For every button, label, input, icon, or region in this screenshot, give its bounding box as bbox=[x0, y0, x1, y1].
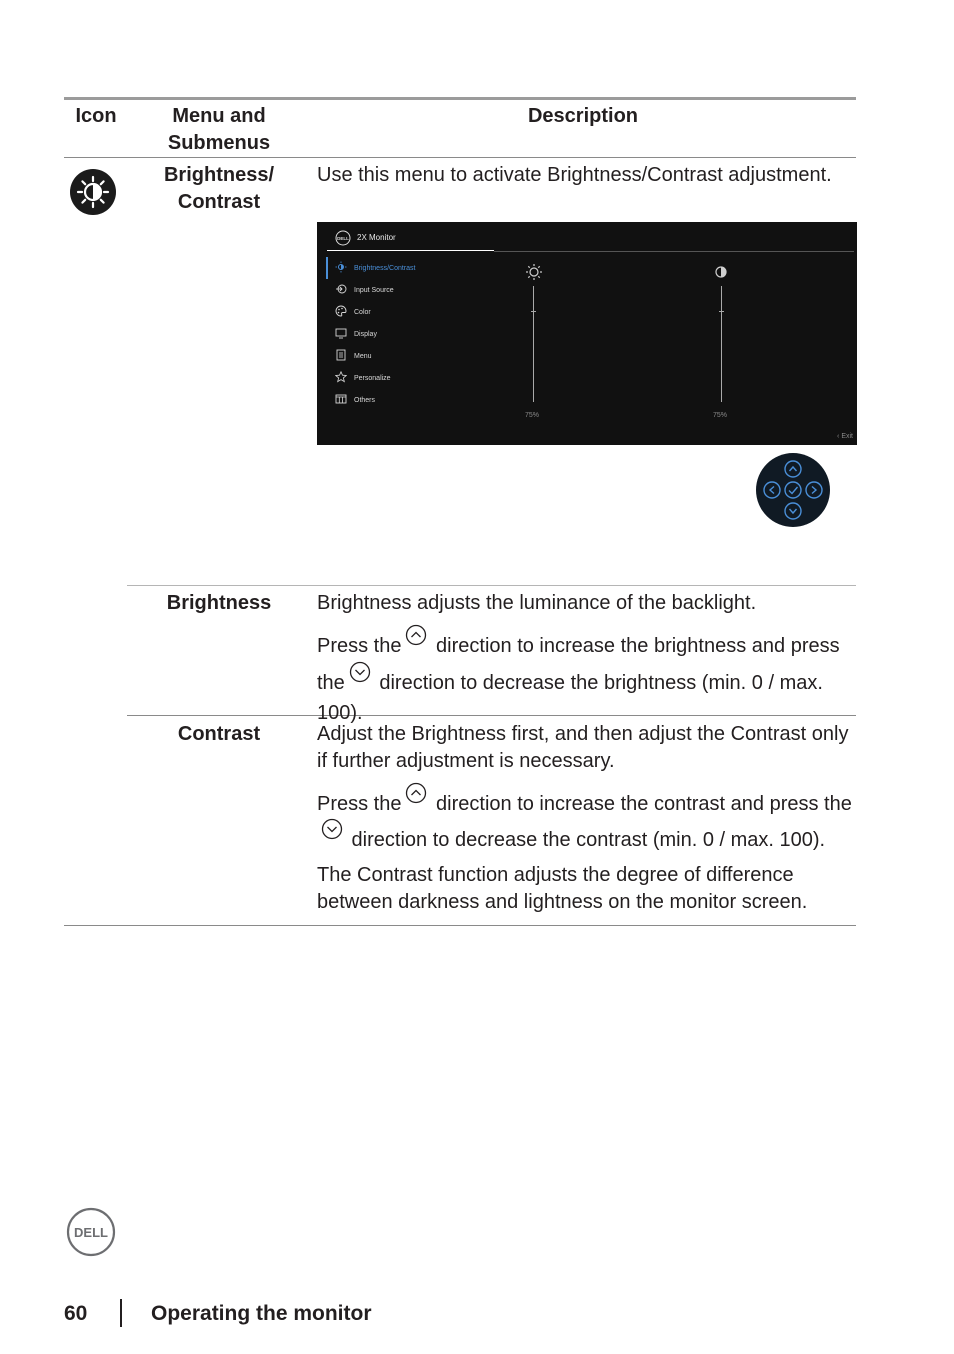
osd-screenshot bbox=[317, 222, 857, 445]
table-header-rule bbox=[64, 157, 856, 158]
check-icon bbox=[789, 487, 798, 494]
brightness-slider-handle[interactable] bbox=[531, 311, 536, 312]
contrast-slider[interactable] bbox=[721, 286, 722, 402]
others-grid-icon bbox=[335, 393, 347, 405]
sun-icon bbox=[525, 263, 543, 281]
desc-text: Adjust the bbox=[317, 723, 412, 745]
desc-text: Press the bbox=[317, 635, 402, 657]
osd-menu-label: Brightness/Contrast bbox=[354, 265, 416, 272]
desc-text: only if further adjustment is necessary. bbox=[317, 723, 849, 772]
brightness-slider[interactable] bbox=[533, 286, 534, 402]
joystick-down-icon bbox=[349, 661, 371, 683]
brightness-icon bbox=[335, 261, 347, 273]
contrast-value: 75% bbox=[713, 412, 728, 419]
osd-menu-label: Menu bbox=[354, 353, 372, 360]
desc-text: direction to decrease the brightness (min. 0 / max. 100). bbox=[317, 672, 823, 724]
osd-menu-label: Color bbox=[354, 309, 371, 316]
osd-exit-button[interactable] bbox=[837, 433, 853, 440]
osd-title-underline bbox=[327, 250, 494, 251]
joystick-right-icon bbox=[806, 482, 822, 498]
menu-contrast: Contrast bbox=[177, 723, 261, 745]
section-title: Operating the monitor bbox=[151, 1302, 372, 1325]
display-icon bbox=[335, 327, 347, 339]
dell-logo-icon bbox=[66, 1207, 116, 1257]
desc-text: function adjusts the degree of difference between darkness and lightness on the monitor screen. bbox=[317, 864, 808, 913]
menu-label: Brightness/ bbox=[163, 164, 275, 186]
osd-menu-input-source[interactable] bbox=[335, 283, 394, 297]
input-source-icon bbox=[335, 283, 347, 295]
desc-bold-term: Brightness bbox=[317, 592, 412, 614]
joystick-down-icon bbox=[321, 818, 343, 840]
osd-selection-bar bbox=[326, 257, 328, 279]
osd-divider bbox=[494, 251, 854, 252]
joystick-up-icon bbox=[785, 461, 801, 477]
osd-menu-label: Display bbox=[354, 331, 377, 338]
header-description: Description bbox=[527, 105, 639, 127]
contrast-icon bbox=[715, 266, 727, 278]
osd-menu-brightness-contrast[interactable] bbox=[335, 261, 415, 275]
desc-text: direction to decrease the contrast (min. 0 / max. 100). bbox=[346, 829, 826, 851]
footer-separator bbox=[120, 1299, 122, 1327]
desc-text: direction to increase the contrast and press the bbox=[430, 793, 852, 815]
osd-menu-color[interactable] bbox=[335, 305, 371, 319]
desc-bold-term: Contrast bbox=[730, 723, 807, 745]
desc-text: adjustment. bbox=[722, 164, 832, 186]
osd-menu-personalize[interactable] bbox=[335, 371, 391, 385]
osd-menu-menu[interactable] bbox=[335, 349, 372, 363]
joystick-diagram bbox=[756, 453, 830, 527]
chevron-left-icon: ‹ bbox=[837, 433, 842, 440]
chevron-down-icon bbox=[790, 509, 797, 513]
brightness-value: 75% bbox=[525, 412, 540, 419]
chevron-up-icon bbox=[790, 467, 797, 471]
page-number: 60 bbox=[64, 1302, 88, 1325]
chevron-right-icon bbox=[812, 487, 816, 494]
desc-brightness-contrast bbox=[317, 162, 862, 189]
osd-menu-label: Personalize bbox=[354, 375, 391, 382]
chevron-left-icon bbox=[770, 487, 774, 494]
exit-label: Exit bbox=[841, 433, 853, 440]
joystick-up-icon bbox=[405, 624, 427, 646]
osd-menu-others[interactable] bbox=[335, 393, 375, 407]
osd-title: 2X Monitor bbox=[357, 233, 396, 242]
desc-bold-term: Brightness/Contrast bbox=[547, 164, 723, 186]
joystick-up-icon bbox=[405, 782, 427, 804]
table-bottom-rule bbox=[64, 925, 856, 926]
desc-bold-term: Contrast bbox=[357, 864, 433, 886]
desc-text: The bbox=[317, 864, 358, 886]
desc-text: adjusts the luminance of the backlight. bbox=[411, 592, 757, 614]
table-row-divider bbox=[127, 585, 856, 586]
osd-menu-display[interactable] bbox=[335, 327, 377, 341]
desc-contrast bbox=[317, 721, 857, 916]
svg-text:DELL: DELL bbox=[337, 236, 349, 241]
desc-text: direction to increase the brightness and press the bbox=[317, 635, 840, 694]
table-top-rule bbox=[64, 97, 856, 100]
menu-brightness: Brightness bbox=[166, 592, 272, 614]
desc-bold-term: Brightness bbox=[411, 723, 507, 745]
brightness-contrast-icon bbox=[70, 169, 116, 215]
header-icon: Icon bbox=[75, 105, 117, 127]
dell-logo-icon bbox=[335, 230, 351, 246]
color-palette-icon bbox=[335, 305, 347, 317]
star-icon bbox=[335, 371, 347, 383]
osd-menu-label: Input Source bbox=[354, 287, 394, 294]
desc-text: Use this menu to activate bbox=[317, 164, 548, 186]
contrast-slider-handle[interactable] bbox=[719, 311, 724, 312]
desc-text: first, and then adjust the bbox=[506, 723, 731, 745]
joystick-down-icon bbox=[785, 503, 801, 519]
menu-label: Contrast bbox=[177, 191, 261, 213]
joystick-left-icon bbox=[764, 482, 780, 498]
header-menu: Menu and Submenus bbox=[167, 105, 271, 154]
menu-brightness-contrast bbox=[150, 162, 288, 216]
menu-list-icon bbox=[335, 349, 347, 361]
desc-brightness bbox=[317, 590, 857, 728]
osd-menu-label: Others bbox=[354, 397, 376, 404]
joystick-ok-icon bbox=[785, 482, 801, 498]
desc-text: Press the bbox=[317, 793, 402, 815]
svg-text:DELL: DELL bbox=[74, 1225, 108, 1240]
